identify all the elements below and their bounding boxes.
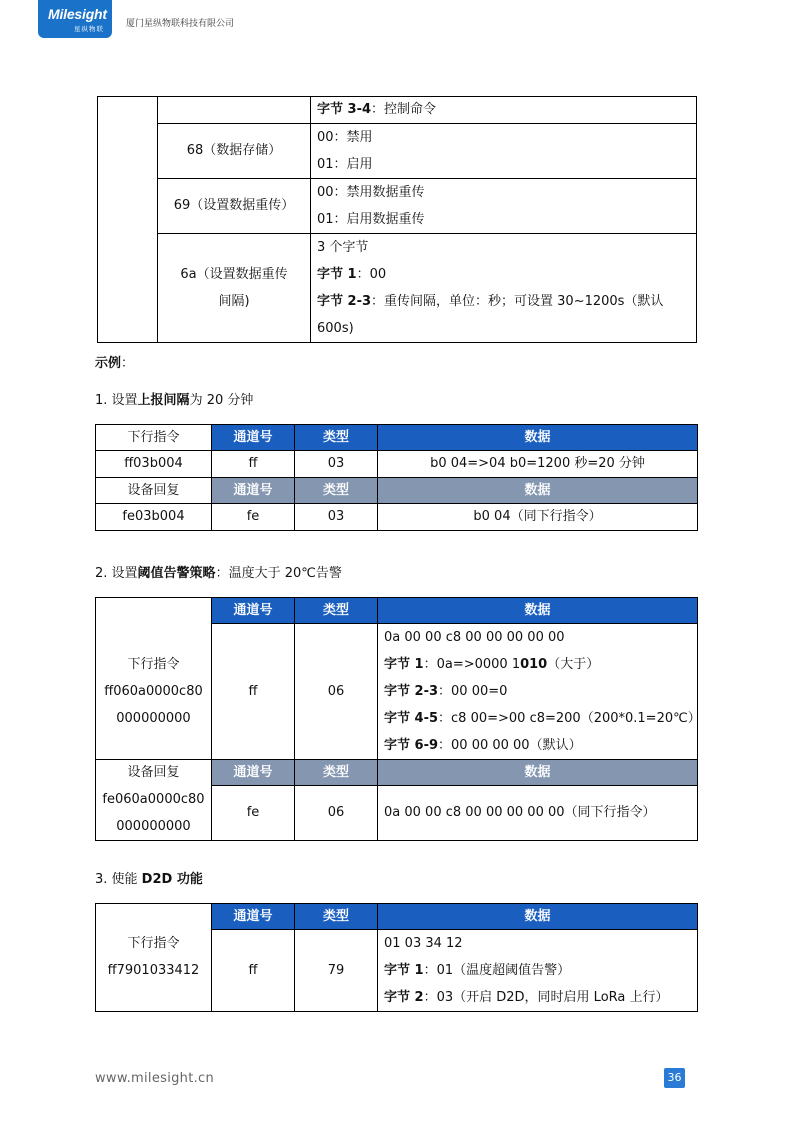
- header-type: 类型: [295, 478, 378, 504]
- example-1-title: 1. 设置上报间隔为 20 分钟: [95, 393, 254, 408]
- empty-cell: [96, 904, 212, 930]
- type-cell: 6a（设置数据重传 间隔): [158, 234, 311, 343]
- down-type: 06: [295, 624, 378, 760]
- header-channel: 通道号: [212, 904, 295, 930]
- header-data: 数据: [378, 904, 698, 930]
- down-data: b0 04=>04 b0=1200 秒=20 分钟: [378, 451, 698, 478]
- header-data: 数据: [378, 598, 698, 624]
- example-3-title: 3. 使能 D2D 功能: [95, 872, 203, 887]
- down-command: 下行指令 ff060a0000c80 000000000: [96, 624, 212, 760]
- company-name: 厦门星纵物联科技有限公司: [126, 19, 235, 29]
- header-type: 类型: [295, 760, 378, 786]
- header-type: 类型: [295, 598, 378, 624]
- up-code: fe060a0000c80 000000000: [96, 786, 212, 841]
- header-channel: 通道号: [212, 598, 295, 624]
- up-label: 设备回复: [96, 760, 212, 786]
- type-cell: 68（数据存储）: [158, 124, 311, 179]
- example-2-title: 2. 设置阈值告警策略：温度大于 20℃告警: [95, 566, 342, 581]
- data-cell: 3 个字节 字节 1：00 字节 2-3：重传间隔，单位：秒；可设置 30~1200s（默认 600s): [311, 234, 697, 343]
- up-type: 06: [295, 786, 378, 841]
- header-channel: 通道号: [212, 425, 295, 451]
- header-channel: 通道号: [212, 760, 295, 786]
- down-channel: ff: [212, 451, 295, 478]
- example-3-table: [95, 903, 698, 1012]
- header-type: 类型: [295, 425, 378, 451]
- up-data: 0a 00 00 c8 00 00 00 00 00（同下行指令）: [378, 786, 698, 841]
- command-table: [97, 96, 697, 343]
- header-channel: 通道号: [212, 478, 295, 504]
- up-label: 设备回复: [96, 478, 212, 504]
- header-data: 数据: [378, 760, 698, 786]
- down-code: ff03b004: [96, 451, 212, 478]
- page-number: 36: [664, 1068, 685, 1088]
- up-channel: fe: [212, 504, 295, 531]
- example-1-table: [95, 424, 698, 531]
- down-label: 下行指令: [96, 425, 212, 451]
- down-type: 03: [295, 451, 378, 478]
- down-command: 下行指令 ff7901033412: [96, 930, 212, 1012]
- type-cell: [158, 97, 311, 124]
- logo-text: Milesight: [48, 6, 107, 22]
- header-type: 类型: [295, 904, 378, 930]
- example-2-table: [95, 597, 701, 841]
- example-heading: 示例：: [95, 356, 135, 371]
- header-data: 数据: [378, 425, 698, 451]
- up-type: 03: [295, 504, 378, 531]
- data-cell: 字节 3-4：控制命令: [311, 97, 697, 124]
- logo: [38, 0, 112, 38]
- footer-url[interactable]: www.milesight.cn: [95, 1071, 215, 1086]
- empty-cell: [96, 598, 212, 624]
- down-data: 01 03 34 12 字节 1：01（温度超阈值告警） 字节 2：03（开启 D2D，同时启用 LoRa 上行）: [378, 930, 698, 1012]
- data-cell: 00：禁用 01：启用: [311, 124, 697, 179]
- up-channel: fe: [212, 786, 295, 841]
- down-type: 79: [295, 930, 378, 1012]
- logo-subtext: 星纵物联: [74, 25, 104, 33]
- type-cell: 69（设置数据重传）: [158, 179, 311, 234]
- channel-cell: [98, 97, 158, 343]
- down-channel: ff: [212, 624, 295, 760]
- data-cell: 00：禁用数据重传 01：启用数据重传: [311, 179, 697, 234]
- down-data: 0a 00 00 c8 00 00 00 00 00 字节 1：0a=>0000 1010（大于） 字节 2-3：00 00=0 字节 4-5：c8 00=>00 c8=200（200*0.1=20℃） 字节 6-9：00 00 00 00（默认）: [378, 624, 698, 760]
- down-channel: ff: [212, 930, 295, 1012]
- up-data: b0 04（同下行指令）: [378, 504, 698, 531]
- up-code: fe03b004: [96, 504, 212, 531]
- header-data: 数据: [378, 478, 698, 504]
